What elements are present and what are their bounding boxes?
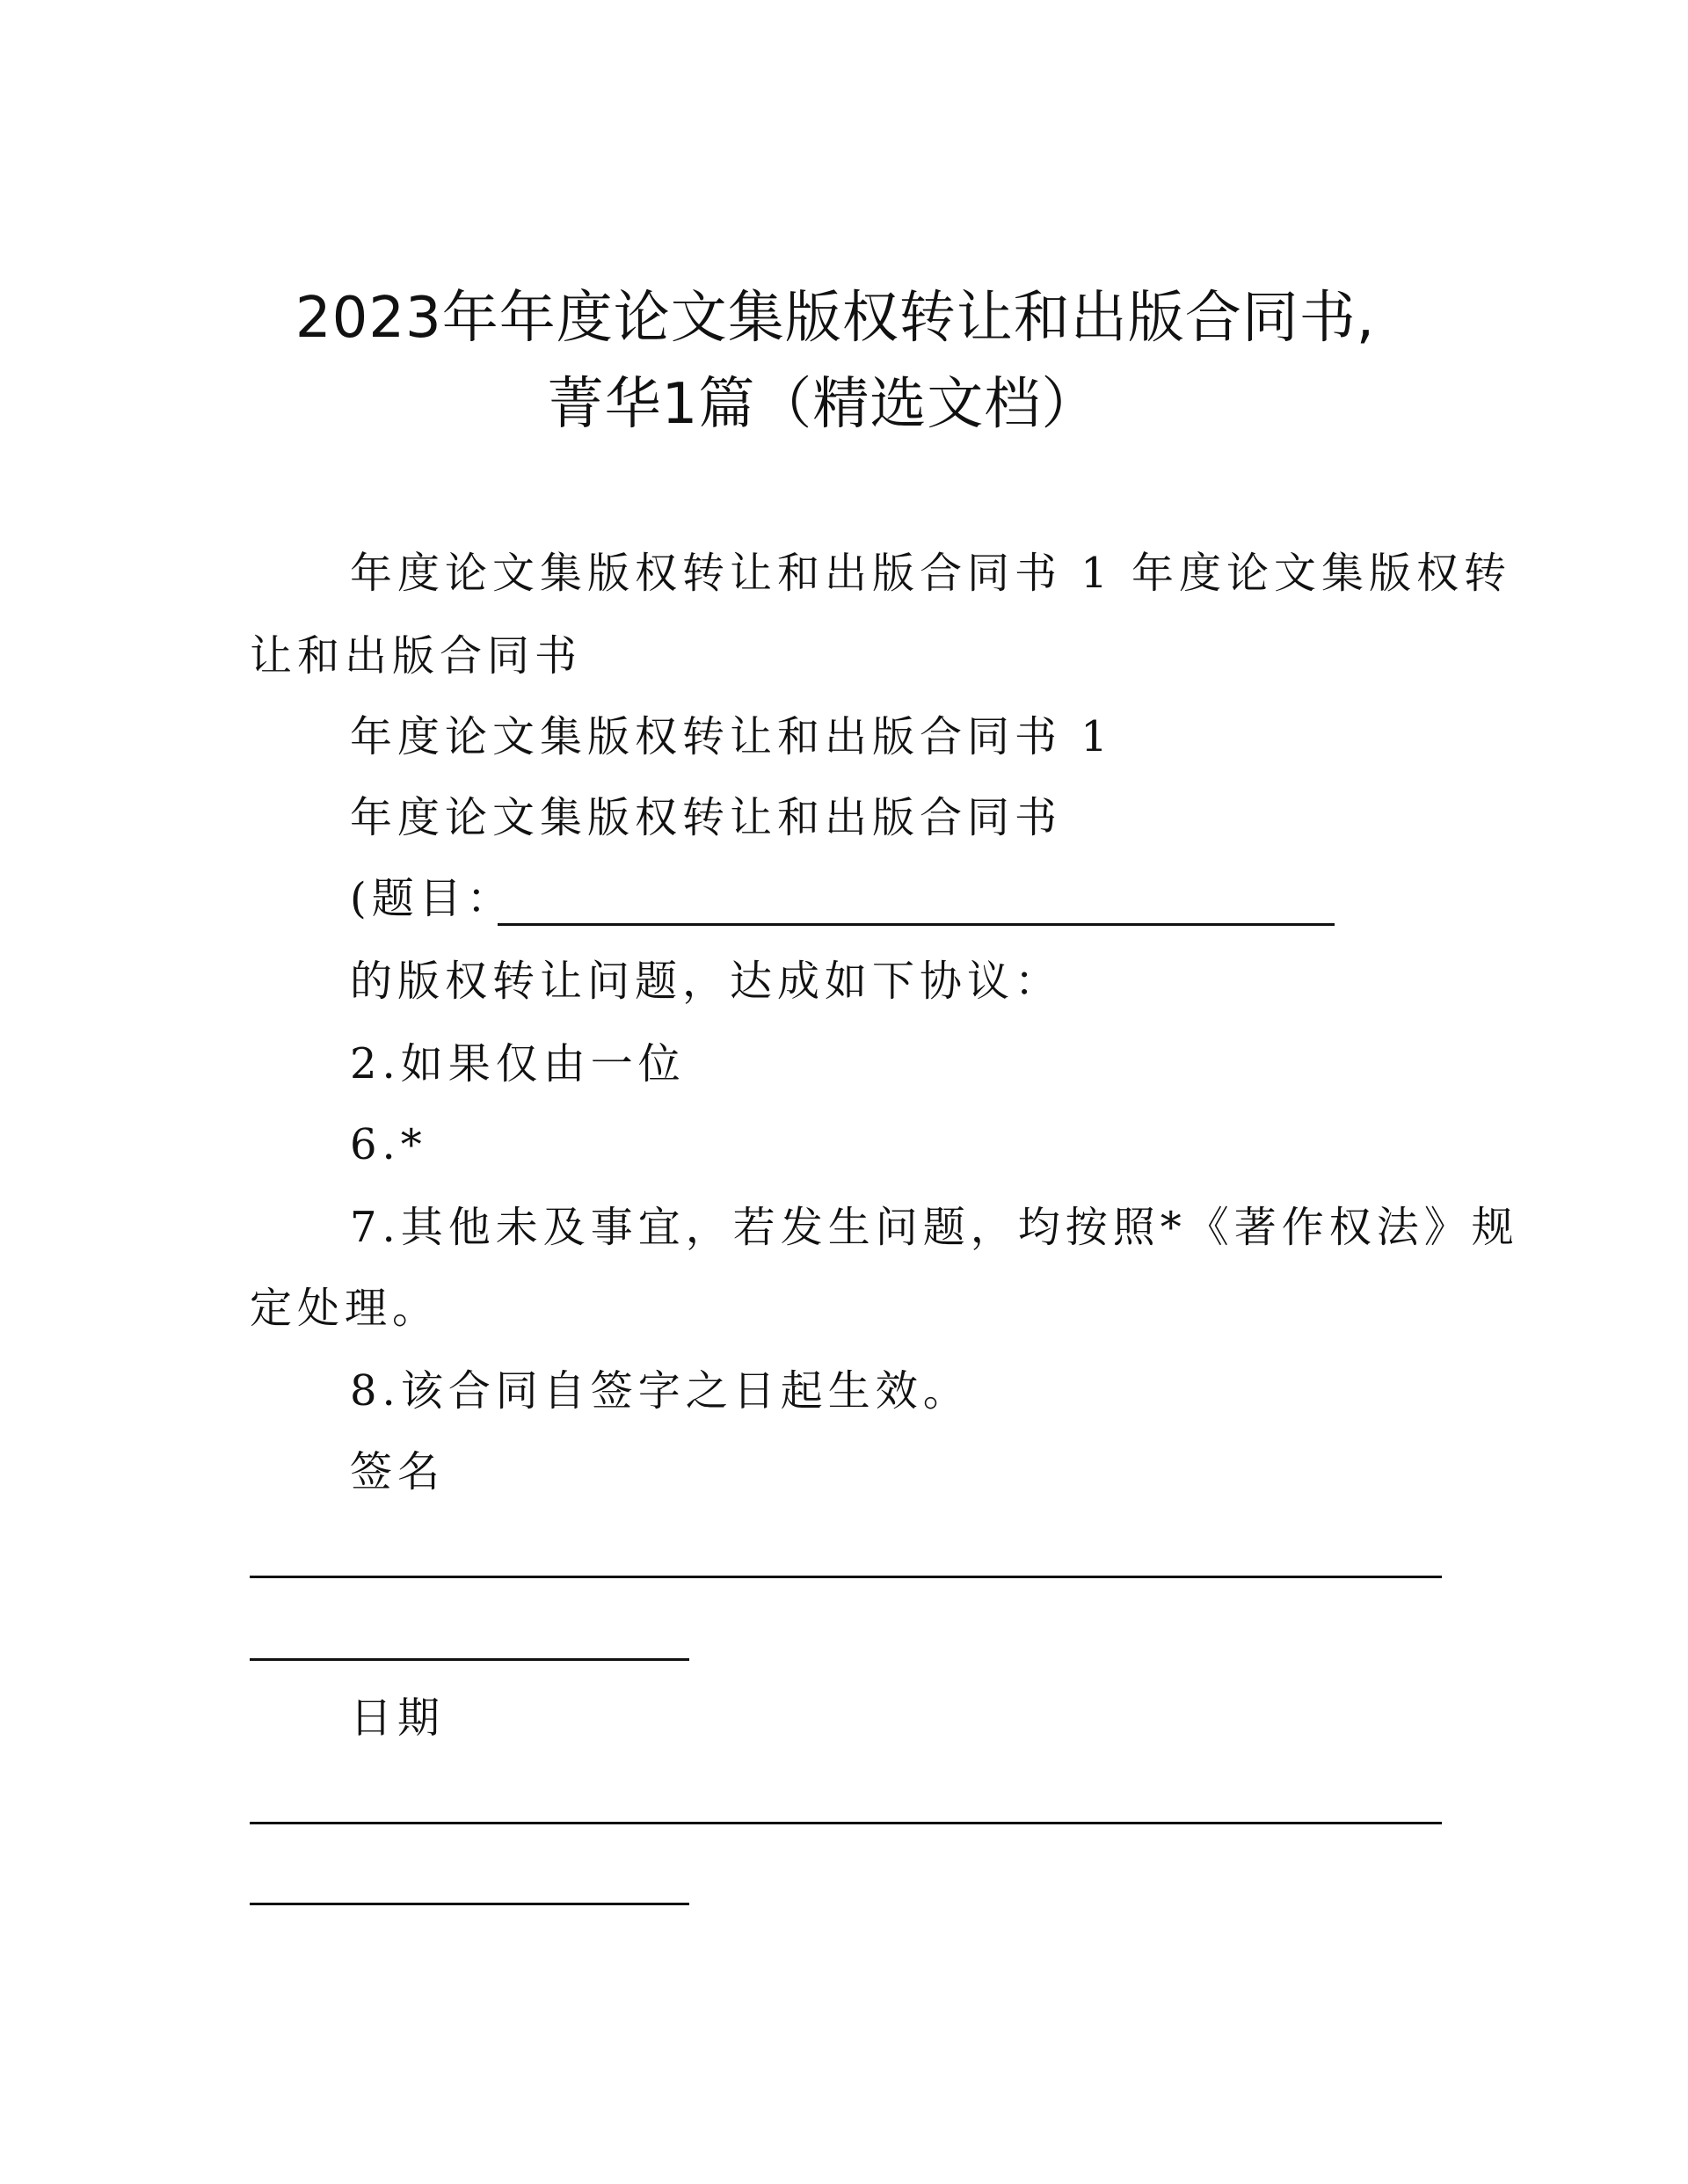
date-line-1 [250, 1822, 1442, 1824]
paragraph-8-line-2: 定处理。 [250, 1284, 440, 1333]
paragraph-3: 年度论文集版权转让和出版合同书 [350, 793, 1063, 842]
signature-line-2 [250, 1658, 689, 1661]
paragraph-9: 8.该合同自签字之日起生效。 [350, 1366, 971, 1416]
date-label: 日期 [350, 1693, 446, 1743]
paragraph-6: 2.如果仅由一位 [350, 1039, 686, 1088]
paragraph-1-line-2: 让和出版合同书 [250, 631, 583, 681]
title-field-label: (题目： [350, 874, 514, 923]
paragraph-5: 的版权转让问题，达成如下协议： [350, 957, 1063, 1006]
paragraph-1-line-1: 年度论文集版权转让和出版合同书 1 年度论文集版权转 [350, 549, 1512, 598]
document-title-line-1: 2023年年度论文集版权转让和出版合同书, [295, 286, 1376, 351]
title-blank-line [498, 923, 1335, 926]
signature-label: 签名 [350, 1447, 446, 1496]
paragraph-8-line-1: 7.其他未及事宜，若发生问题，均按照*《著作权法》规 [350, 1203, 1519, 1252]
signature-line-1 [250, 1576, 1442, 1578]
paragraph-2: 年度论文集版权转让和出版合同书 1 [350, 712, 1113, 761]
date-line-2 [250, 1903, 689, 1905]
document-title-line-2: 菁华1篇（精选文档） [547, 372, 1099, 437]
paragraph-7: 6.* [350, 1120, 427, 1169]
